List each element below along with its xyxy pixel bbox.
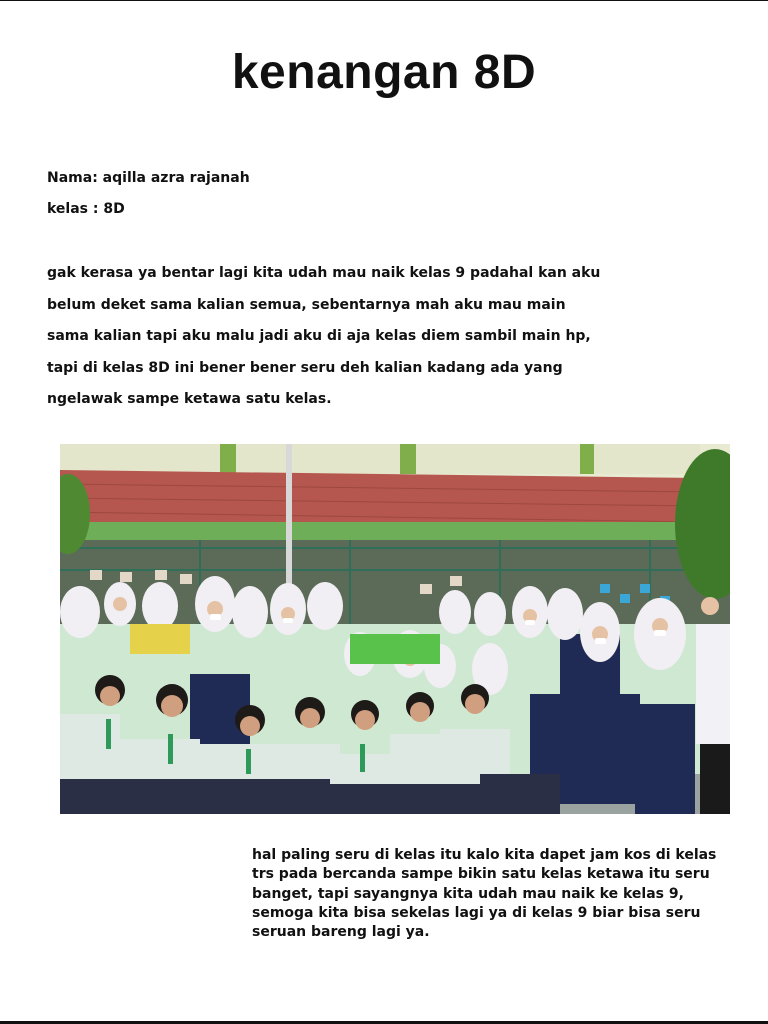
page-title: kenangan 8D (231, 46, 537, 99)
paragraph-line: hal paling seru di kelas itu kalo kita dapet jam kos di kelas (252, 847, 717, 863)
paragraph-line: belum deket sama kalian semua, sebentarnya mah aku mau main (47, 296, 566, 313)
class-group-photo (60, 444, 730, 814)
paragraph-line: ngelawak sampe ketawa satu kelas. (47, 391, 332, 407)
closing-paragraph (252, 846, 732, 942)
paragraph-line: seruan bareng lagi ya. (252, 924, 430, 941)
student-class: kelas : 8D (47, 201, 125, 217)
paragraph-line: trs pada bercanda sampe bikin satu kelas ketawa itu seru (252, 866, 710, 883)
paragraph-line: sama kalian tapi aku malu jadi aku di aja kelas diem sambil main hp, (47, 328, 591, 344)
paragraph-line: banget, tapi sayangnya kita udah mau naik ke kelas 9, (252, 885, 684, 902)
paragraph-line: semoga kita bisa sekelas lagi ya di kelas 9 biar bisa seru (252, 904, 701, 921)
student-name: Nama: aqilla azra rajanah (47, 170, 250, 186)
paragraph-line: tapi di kelas 8D ini bener bener seru deh kalian kadang ada yang (47, 359, 563, 376)
paragraph-line: gak kerasa ya bentar lagi kita udah mau naik kelas 9 padahal kan aku (47, 265, 601, 281)
intro-paragraph (47, 258, 707, 416)
group-photo-illustration (60, 444, 730, 814)
